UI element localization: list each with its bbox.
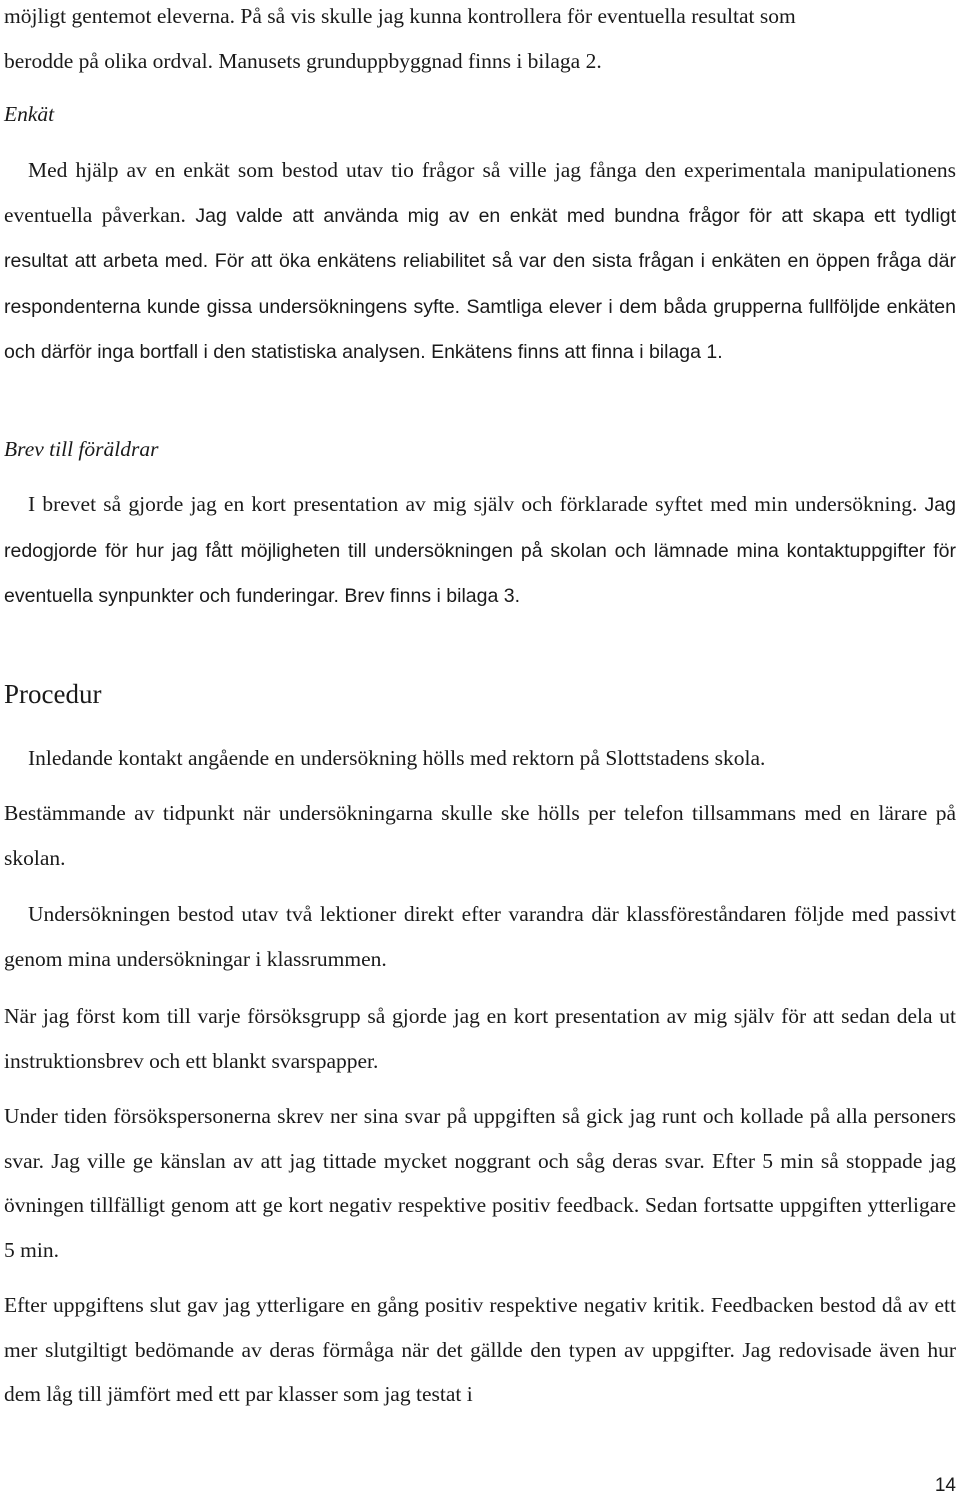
- brev-text-serif: I brevet så gjorde jag en kort presentation av mig själv och förklarade syftet med min undersökning.: [28, 492, 918, 516]
- heading-brev: Brev till föräldrar: [4, 437, 159, 461]
- enkat-text-sans: Jag valde att använda mig av en enkät med bundna frågor för att skapa ett tydligt resultat att arbeta med. För att öka enkätens reliabilitet så var den sista frågan i enkäten en öppen fråga där respondenterna kunde gissa undersökningens syfte. Samtliga elever i dem båda grupperna fullföljde enkäten och därför inga bortfall i den statistiska analysen. Enkätens finns att finna i bilaga 1.: [4, 204, 956, 363]
- heading-procedur: Procedur: [4, 679, 102, 709]
- procedur-paragraph-5: Under tiden försökspersonerna skrev ner sina svar på uppgiften så gick jag runt och kollade på alla personers svar. Jag ville ge känslan av att jag tittade mycket noggrant och såg deras svar. Efter 5 min så stoppade jag övningen tillfälligt genom att ge kort negativ respektive positiv feedback. Sedan fortsatte uppgiften ytterligare 5 min.: [4, 1104, 956, 1262]
- enkat-paragraph: [4, 148, 956, 375]
- procedur-paragraph-4: När jag först kom till varje försöksgrupp så gjorde jag en kort presentation av mig själv för att sedan dela ut instruktionsbrev och ett blankt svarspapper.: [4, 1004, 956, 1073]
- page-number: 14: [934, 1475, 956, 1496]
- enkat-text-serif: Med hjälp av en enkät som bestod utav tio frågor så ville jag fånga den experimentala manipulationens eventuella påverkan.: [4, 158, 956, 227]
- brev-paragraph: [4, 482, 956, 619]
- intro-line-2: berodde på olika ordval. Manusets grunduppbyggnad finns i bilaga 2.: [4, 48, 602, 73]
- intro-paragraph: [4, 0, 956, 83]
- procedur-paragraph-2: Bestämmande av tidpunkt när undersökningarna skulle ske hölls per telefon tillsammans med en lärare på skolan.: [4, 801, 956, 870]
- procedur-paragraph-3: Undersökningen bestod utav två lektioner direkt efter varandra där klassföreståndaren följde med passivt genom mina undersökningar i klassrummen.: [4, 902, 956, 971]
- intro-line-1: möjligt gentemot eleverna. På så vis skulle jag kunna kontrollera för eventuella resultat som: [4, 4, 796, 28]
- brev-text-sans: Jag redogjorde för hur jag fått möjligheten till undersökningen på skolan och lämnade mina kontaktuppgifter för eventuella synpunkter och funderingar. Brev finns i bilaga 3.: [4, 494, 956, 607]
- procedur-paragraph-6: Efter uppgiftens slut gav jag ytterligare en gång positiv respektive negativ kritik. Feedbacken bestod då av ett mer slutgiltigt bedömande av deras förmåga när det gällde den typen av uppgifter. Jag redovisade även hur dem låg till jämfört med ett par klasser som jag testat i: [4, 1293, 956, 1406]
- procedur-paragraph-1: Inledande kontakt angående en undersökning hölls med rektorn på Slottstadens skola.: [28, 746, 766, 770]
- heading-enkat: Enkät: [4, 102, 55, 126]
